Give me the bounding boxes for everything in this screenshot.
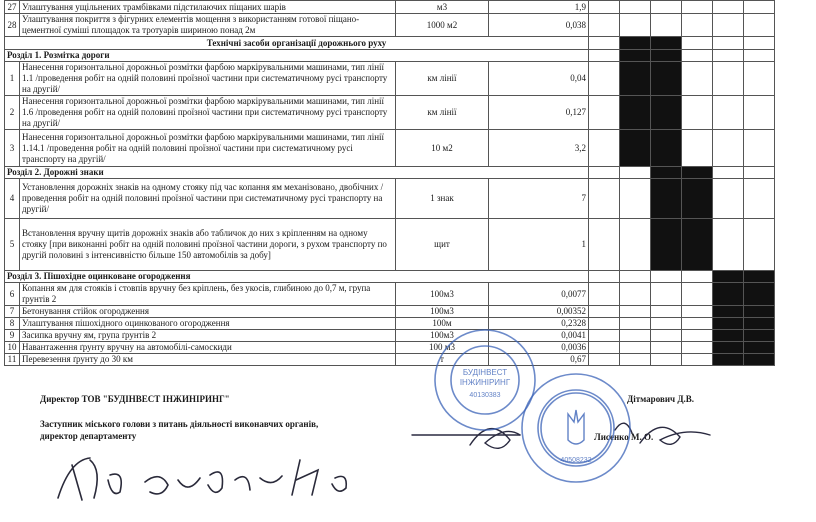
work-description: Засипка вручну ям, група ґрунтів 2 <box>20 330 396 342</box>
schedule-cell <box>589 37 620 50</box>
schedule-cell <box>589 50 620 62</box>
work-description: Улаштування покриття з фігурних елементів мощення з використанням готової піщано-цементної суміші площадок та тротуарів шириною понад 2м <box>20 14 396 37</box>
work-description: Улаштування ущільнених трамбівками підстилаючих піщаних шарів <box>20 1 396 14</box>
schedule-cell <box>589 62 620 96</box>
quantity-cell: 0,00352 <box>489 306 589 318</box>
schedule-cell <box>651 1 682 14</box>
schedule-cell <box>651 318 682 330</box>
schedule-cell <box>682 271 713 283</box>
svg-text:40508232: 40508232 <box>560 457 592 464</box>
quantity-cell: 0,04 <box>489 62 589 96</box>
schedule-cell <box>651 50 682 62</box>
schedule-cell <box>589 354 620 366</box>
row-number: 9 <box>5 330 20 342</box>
schedule-cell <box>713 50 744 62</box>
schedule-cell <box>713 354 744 366</box>
table-row <box>5 14 775 37</box>
row-number: 7 <box>5 306 20 318</box>
quantity-cell: 1,9 <box>489 1 589 14</box>
schedule-cell <box>651 62 682 96</box>
unit-cell: 100м3 <box>396 306 489 318</box>
schedule-cell <box>744 130 775 167</box>
schedule-cell <box>682 62 713 96</box>
table-row <box>5 318 775 330</box>
quantity-cell: 1 <box>489 219 589 271</box>
quantity-cell: 3,2 <box>489 130 589 167</box>
section-row <box>5 50 775 62</box>
deputy-title-line-1: Заступник міського голови з питань діяльності виконавчих органів, <box>40 419 319 429</box>
table-row <box>5 62 775 96</box>
schedule-cell <box>651 96 682 130</box>
unit-cell: 100м3 <box>396 330 489 342</box>
work-description: Нанесення горизонтальної дорожньої розмітки фарбою маркірувальними машинами, тип лінії 1.14.1 /проведення робіт на одній половині проїзної частини при систематичному русі транспорту на другій/ <box>20 130 396 167</box>
schedule-cell <box>682 283 713 306</box>
row-number: 10 <box>5 342 20 354</box>
schedule-cell <box>589 14 620 37</box>
schedule-cell <box>651 219 682 271</box>
quantity-cell: 0,2328 <box>489 318 589 330</box>
table-row <box>5 354 775 366</box>
schedule-cell <box>744 342 775 354</box>
work-description: Нанесення горизонтальної дорожньої розмітки фарбою маркірувальними машинами, тип лінії 1.1 /проведення робіт на одній половині проїзної частини при систематичному русі транспорту на другій/ <box>20 62 396 96</box>
schedule-cell <box>744 306 775 318</box>
unit-cell: 1 знак <box>396 179 489 219</box>
unit-cell: 100м3 <box>396 283 489 306</box>
row-number: 4 <box>5 179 20 219</box>
schedule-cell <box>744 50 775 62</box>
schedule-cell <box>682 130 713 167</box>
quantity-cell: 7 <box>489 179 589 219</box>
table-row <box>5 219 775 271</box>
schedule-cell <box>620 96 651 130</box>
schedule-cell <box>620 219 651 271</box>
schedule-cell <box>589 96 620 130</box>
section-title: Розділ 1. Розмітка дороги <box>5 50 589 62</box>
schedule-cell <box>713 330 744 342</box>
work-description: Перевезення ґрунту до 30 км <box>20 354 396 366</box>
schedule-cell <box>589 342 620 354</box>
schedule-cell <box>620 14 651 37</box>
quantity-cell: 0,0036 <box>489 342 589 354</box>
schedule-cell <box>589 219 620 271</box>
schedule-cell <box>744 96 775 130</box>
deputy-title-line-2: директор департаменту <box>40 431 137 441</box>
unit-cell: м3 <box>396 1 489 14</box>
schedule-cell <box>620 342 651 354</box>
schedule-cell <box>713 219 744 271</box>
work-description: Копання ям для стояків і стовпів вручну без кріплень, без укосів, глибиною до 0,7 м, група ґрунтів 2 <box>20 283 396 306</box>
schedule-cell <box>620 271 651 283</box>
work-description: Установлення дорожніх знаків на одному стояку під час копання ям механізовано, двобічних /проведення робіт на одній половині проїзної частини при систематичному русі транспорту на другій/ <box>20 179 396 219</box>
quantity-cell: 0,127 <box>489 96 589 130</box>
schedule-cell <box>589 1 620 14</box>
schedule-cell <box>713 179 744 219</box>
table-row <box>5 96 775 130</box>
schedule-cell <box>713 283 744 306</box>
unit-cell: км лінії <box>396 62 489 96</box>
schedule-cell <box>744 318 775 330</box>
unit-cell: км лінії <box>396 96 489 130</box>
table-row <box>5 342 775 354</box>
table-row <box>5 330 775 342</box>
schedule-cell <box>713 130 744 167</box>
unit-cell: 10 м2 <box>396 130 489 167</box>
schedule-cell <box>744 37 775 50</box>
schedule-cell <box>682 330 713 342</box>
schedule-cell <box>713 14 744 37</box>
schedule-cell <box>744 354 775 366</box>
schedule-cell <box>620 318 651 330</box>
work-description: Нанесення горизонтальної дорожньої розмітки фарбою маркірувальними машинами, тип лінії 1.6 /проведення робіт на одній половині проїзної частини при систематичному русі транспорту на другій/ <box>20 96 396 130</box>
schedule-cell <box>682 179 713 219</box>
department-stamp <box>518 370 634 486</box>
row-number: 3 <box>5 130 20 167</box>
section-title: Розділ 3. Пішохідне оцинковане огородження <box>5 271 589 283</box>
quantity-cell: 0,038 <box>489 14 589 37</box>
schedule-cell <box>744 179 775 219</box>
table-row <box>5 130 775 167</box>
schedule-cell <box>713 342 744 354</box>
schedule-cell <box>589 330 620 342</box>
unit-cell: т <box>396 354 489 366</box>
schedule-cell <box>713 62 744 96</box>
table-row <box>5 306 775 318</box>
schedule-cell <box>651 330 682 342</box>
schedule-cell <box>620 179 651 219</box>
work-description: Улаштування пішохідного оцинкованого огородження <box>20 318 396 330</box>
schedule-cell <box>713 96 744 130</box>
work-description: Навантаження ґрунту вручну на автомобілі-самоскиди <box>20 342 396 354</box>
schedule-cell <box>589 271 620 283</box>
unit-cell: щит <box>396 219 489 271</box>
section-row <box>5 167 775 179</box>
schedule-cell <box>620 283 651 306</box>
schedule-cell <box>589 130 620 167</box>
quantity-cell: 0,67 <box>489 354 589 366</box>
section-row <box>5 37 775 50</box>
table-row <box>5 179 775 219</box>
quantity-cell: 0,0041 <box>489 330 589 342</box>
schedule-cell <box>651 342 682 354</box>
row-number: 27 <box>5 1 20 14</box>
schedule-cell <box>713 167 744 179</box>
schedule-cell <box>589 306 620 318</box>
section-title: Розділ 2. Дорожні знаки <box>5 167 589 179</box>
row-number: 11 <box>5 354 20 366</box>
unit-cell: 100 м3 <box>396 342 489 354</box>
schedule-cell <box>682 37 713 50</box>
schedule-cell <box>713 37 744 50</box>
schedule-cell <box>682 306 713 318</box>
schedule-cell <box>713 306 744 318</box>
schedule-cell <box>620 37 651 50</box>
row-number: 28 <box>5 14 20 37</box>
svg-text:40130383: 40130383 <box>469 392 501 399</box>
schedule-cell <box>651 271 682 283</box>
schedule-cell <box>620 1 651 14</box>
schedule-cell <box>744 330 775 342</box>
schedule-cell <box>651 14 682 37</box>
schedule-cell <box>713 318 744 330</box>
row-number: 6 <box>5 283 20 306</box>
schedule-cell <box>744 271 775 283</box>
schedule-cell <box>620 62 651 96</box>
director-title: Директор ТОВ "БУДІНВЕСТ ІНЖИНІРИНГ" <box>40 394 230 404</box>
schedule-cell <box>744 167 775 179</box>
row-number: 8 <box>5 318 20 330</box>
schedule-cell <box>620 354 651 366</box>
deputy-name: Лисенко М. О. <box>594 432 654 442</box>
schedule-cell <box>651 354 682 366</box>
unit-cell: 100м <box>396 318 489 330</box>
row-number: 5 <box>5 219 20 271</box>
schedule-cell <box>620 50 651 62</box>
schedule-cell <box>651 130 682 167</box>
table-row <box>5 283 775 306</box>
section-title: Технічні засоби організації дорожнього руху <box>5 37 589 50</box>
schedule-cell <box>682 219 713 271</box>
schedule-cell <box>651 37 682 50</box>
row-number: 1 <box>5 62 20 96</box>
works-schedule-table <box>4 0 775 366</box>
svg-text:ІНЖИНІРИНГ: ІНЖИНІРИНГ <box>459 378 511 387</box>
schedule-cell <box>589 283 620 306</box>
schedule-cell <box>651 283 682 306</box>
schedule-cell <box>682 342 713 354</box>
schedule-cell <box>620 167 651 179</box>
work-description: Бетонування стійок огородження <box>20 306 396 318</box>
table-row <box>5 1 775 14</box>
schedule-cell <box>620 130 651 167</box>
schedule-cell <box>682 1 713 14</box>
schedule-cell <box>682 318 713 330</box>
schedule-cell <box>682 354 713 366</box>
schedule-cell <box>589 167 620 179</box>
schedule-cell <box>713 271 744 283</box>
schedule-cell <box>744 62 775 96</box>
handwritten-signature-left <box>50 440 370 510</box>
work-description: Встановлення вручну щитів дорожніх знаків або табличок до них з кріпленням на одному стояку [при виконанні робіт на одній половині проїзної частини дороги, з рухом транспорту по другій половині з інтенсивністю більше 150 автомобілів за добу] <box>20 219 396 271</box>
svg-text:БУДІНВЕСТ: БУДІНВЕСТ <box>462 368 508 377</box>
schedule-cell <box>589 318 620 330</box>
schedule-cell <box>744 283 775 306</box>
schedule-cell <box>651 167 682 179</box>
schedule-cell <box>620 306 651 318</box>
schedule-cell <box>682 96 713 130</box>
schedule-cell <box>713 1 744 14</box>
schedule-cell <box>744 14 775 37</box>
schedule-cell <box>682 167 713 179</box>
schedule-cell <box>589 179 620 219</box>
schedule-cell <box>620 330 651 342</box>
schedule-cell <box>682 14 713 37</box>
row-number: 2 <box>5 96 20 130</box>
schedule-cell <box>651 179 682 219</box>
schedule-cell <box>744 1 775 14</box>
section-row <box>5 271 775 283</box>
unit-cell: 1000 м2 <box>396 14 489 37</box>
schedule-cell <box>651 306 682 318</box>
director-name: Дітмарович Д.В. <box>627 394 695 404</box>
quantity-cell: 0,0077 <box>489 283 589 306</box>
schedule-cell <box>682 50 713 62</box>
schedule-cell <box>744 219 775 271</box>
